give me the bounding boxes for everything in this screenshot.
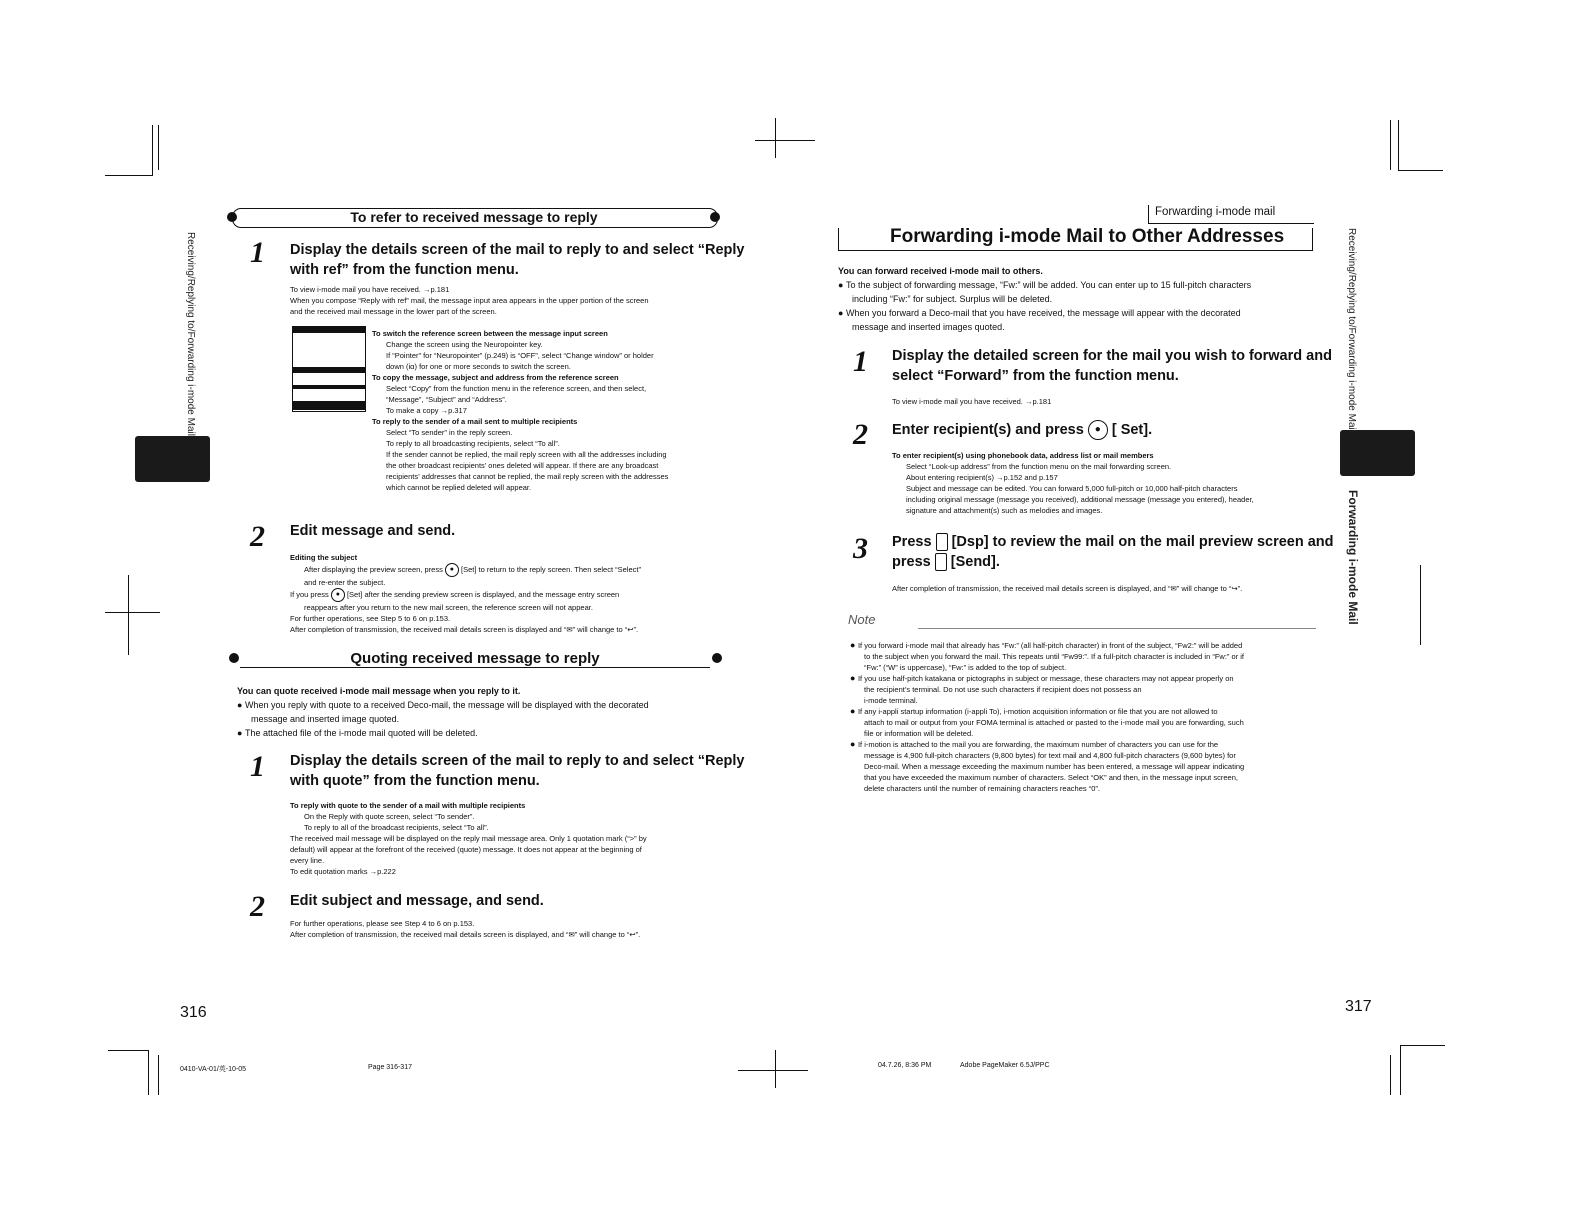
crop-mark	[158, 125, 159, 170]
header-label: Forwarding i-mode mail	[1155, 206, 1276, 218]
step-title: Edit message and send.	[290, 523, 456, 539]
step-notes: To enter recipient(s) using phonebook data, address list or mail members Select “Look-up address” from the function menu on the mail forwarding screen. About entering recipient(s) →p.152 and p.157 Subject and message can be edited. You can forward 5,000 full-pitch or 10,000 half-pitch characters including original message (message you received), additional message (message you entered), header, signature and attachment(s) such as melodies and images.	[892, 451, 1254, 515]
crop-mark	[775, 1050, 776, 1088]
step-title: Display the details screen of the mail to reply to and select “Reply with quote” from the function menu.	[290, 753, 745, 789]
crop-mark	[105, 612, 160, 613]
note-line: attach to mail or output from your FOMA terminal is attached or pasted to the i-mode mail you are forwarding, such	[864, 718, 1244, 727]
step-notes: After completion of transmission, the received mail details screen is displayed, and “✉” will change to “↪”.	[892, 584, 1243, 593]
crop-mark	[1400, 1045, 1445, 1046]
soft-key-icon	[935, 553, 947, 571]
tips-block: To switch the reference screen between the message input screen Change the screen using the Neuropointer key. If “Pointer” for “Neuropointer” (p.249) is “OFF”, select “Change window” or holder down (iα) for one or more seconds to switch the screen. To copy the message, subject and address from the reference screen Select “Copy” from the function menu in the reference screen, and then select, “Message”, “Subject” and “Address”. To make a copy →p.317 To reply to the sender of a mail sent to multiple recipients Select “To sender” in the reply screen. To reply to all broadcasting recipients, select “To all”. If the sender cannot be replied, the mail reply screen with all the addresses including the other broadcast recipients’ ones deleted will appear. If there are any broadcast recipients’ addresses that cannot be replied, the mail reply screen with the addresses which cannot be replied deleted will appear.	[372, 329, 669, 492]
crop-mark	[108, 1050, 148, 1051]
left-vertical-label: Receiving/Replying to/Forwarding i-mode Mail	[185, 232, 196, 436]
right-section-label: Forwarding i-mode Mail	[1346, 490, 1360, 625]
note-line: Deco-mail. When a message exceeding the maximum number has been entered, a message will appear indicating	[864, 762, 1245, 771]
note-line: ● If i-motion is attached to the mail you are forwarding, the maximum number of characters you can use for the	[850, 739, 1320, 750]
note-line: message is 4,900 full-pitch characters (9,800 bytes) for text mail and 4,800 full-pitch characters (9,600 bytes) for	[864, 751, 1236, 760]
page-number: 317	[1345, 998, 1372, 1015]
crop-mark	[1398, 120, 1399, 170]
center-key-icon: ●	[331, 588, 345, 602]
step-notes: To reply with quote to the sender of a mail with multiple recipients On the Reply with quote screen, select “To sender”. To reply to all of the broadcast recipients, select “To all”. The received mail message will be displayed on the reply mail message area. Only 1 quotation mark (“>” by default) will appear at the forefront of the received (quote) message. It does not appear at the beginning of every line. To edit quotation marks →p.222	[290, 801, 647, 876]
soft-key-icon	[936, 533, 948, 551]
section-title-refer: To refer to received message to reply	[350, 209, 598, 225]
crop-mark	[755, 140, 815, 141]
crop-mark	[1400, 1045, 1401, 1095]
section-title-quoting: Quoting received message to reply	[350, 650, 600, 667]
crop-mark	[1390, 120, 1391, 170]
page-title: Forwarding i-mode Mail to Other Addresses	[890, 226, 1285, 247]
page-number: 316	[180, 1004, 207, 1021]
step-number: 2	[250, 890, 265, 923]
note-line: “Fw:” (“W” is uppercase), “Fw:” is added to the top of subject.	[864, 663, 1067, 672]
side-tab	[1340, 430, 1415, 476]
note-line: ● If you use half-pitch katakana or pictographs in subject or message, these characters may not appear properly on	[850, 673, 1320, 684]
center-key-icon: ●	[1088, 420, 1108, 440]
note-line: i-mode terminal.	[864, 696, 918, 705]
step-notes: For further operations, please see Step 4 to 6 on p.153. After completion of transmission, the received mail details screen is displayed, and “✉” will change to “↩”.	[290, 919, 641, 939]
center-key-icon: ●	[445, 563, 459, 577]
notes-list	[850, 640, 1320, 794]
step-notes: To view i-mode mail you have received. →p.181	[892, 397, 1052, 406]
bullet-dot	[229, 653, 239, 663]
right-vertical-label: Receiving/Replying to/Forwarding i-mode Mail	[1346, 228, 1357, 432]
step-title: Edit subject and message, and send.	[290, 893, 544, 909]
divider	[918, 628, 1316, 629]
step-title: Press [Dsp] to review the mail on the mail preview screen and press [Send].	[892, 534, 1334, 570]
crop-mark	[158, 1055, 159, 1095]
step-notes: To view i-mode mail you have received. →p.181 When you compose “Reply with ref” mail, the message input area appears in the upper portion of the screen and the received mail message in the lower part of the screen.	[290, 285, 649, 316]
note-line: delete characters until the number of remaining characters reaches “0”.	[864, 784, 1100, 793]
step-number: 3	[853, 532, 868, 565]
divider	[240, 667, 710, 668]
side-tab	[135, 436, 210, 482]
step-number: 2	[853, 418, 868, 451]
footer-left: 0410-VA-01/英-10-05	[180, 1066, 247, 1073]
bullet-dot	[712, 653, 722, 663]
crop-mark	[1398, 170, 1443, 171]
note-line: ● If any i-appli startup information (i-appli To), i-motion acquisition information or file that you are not allowed to	[850, 706, 1320, 717]
crop-mark	[105, 175, 153, 176]
note-line: file or information will be deleted.	[864, 729, 974, 738]
crop-mark	[738, 1070, 808, 1071]
crop-mark	[152, 125, 153, 175]
step-number: 1	[250, 236, 265, 269]
note-label: Note	[848, 612, 876, 627]
step-notes: Editing the subject After displaying the preview screen, press ● [Set] to return to the reply screen. Then select “Select” and re-enter the subject. If you press ● [Set] after the sending preview screen is displayed, and the message entry screen reappears after you return to the new mail screen, the reference screen will not appear. For further operations, see Step 5 to 6 on p.153. After completion of transmission, the received mail details screen is displayed and “✉” will change to “↩”.	[290, 553, 641, 634]
forward-intro: You can forward received i-mode mail to others. ● To the subject of forwarding message, “Fw:” will be added. You can enter up to 15 full-pitch characters including “Fw:” for subject. Surplus will be deleted. ● When you forward a Deco-mail that you have received, the message will appear with the decorated message and inserted images quoted.	[838, 264, 1318, 334]
note-line: that you have exceeded the maximum number of characters. Select “OK” and then, in the message input screen,	[864, 773, 1238, 782]
step-title: Display the detailed screen for the mail you wish to forward and select “Forward” from the function menu.	[892, 348, 1332, 384]
crop-mark	[775, 118, 776, 158]
step-number: 2	[250, 520, 265, 553]
crop-mark	[148, 1050, 149, 1095]
note-line: the recipient’s terminal. Do not use such characters if recipient does not possess an	[864, 685, 1142, 694]
crop-mark	[1390, 1055, 1391, 1095]
footer-left: 04.7.26, 8:36 PM	[878, 1062, 932, 1069]
step-title: Enter recipient(s) and press ● [ Set].	[892, 420, 1152, 440]
footer-mid: Adobe PageMaker 6.5J/PPC	[960, 1062, 1050, 1069]
footer-mid: Page 316-317	[368, 1064, 412, 1071]
note-line: to the subject when you forward the mail. This repeats until “Fw99:”. If a full-pitch character is included in “Fw:” or if	[864, 652, 1245, 661]
step-number: 1	[853, 345, 868, 378]
crop-mark	[1420, 565, 1421, 645]
quote-intro: You can quote received i-mode mail message when you reply to it. ● When you reply with quote to a received Deco-mail, the message will be displayed with the decorated message and inserted image quoted. ● The attached file of the i-mode mail quoted will be deleted.	[237, 684, 727, 740]
note-line: ● If you forward i-mode mail that already has “Fw:” (all half-pitch character) in front of the subject, “Fw2:” will be added	[850, 640, 1320, 651]
screen-thumbnail	[292, 326, 366, 412]
crop-mark	[128, 575, 129, 655]
step-title: Display the details screen of the mail to reply to and select “Reply with ref” from the function menu.	[290, 242, 745, 278]
step-number: 1	[250, 750, 265, 783]
